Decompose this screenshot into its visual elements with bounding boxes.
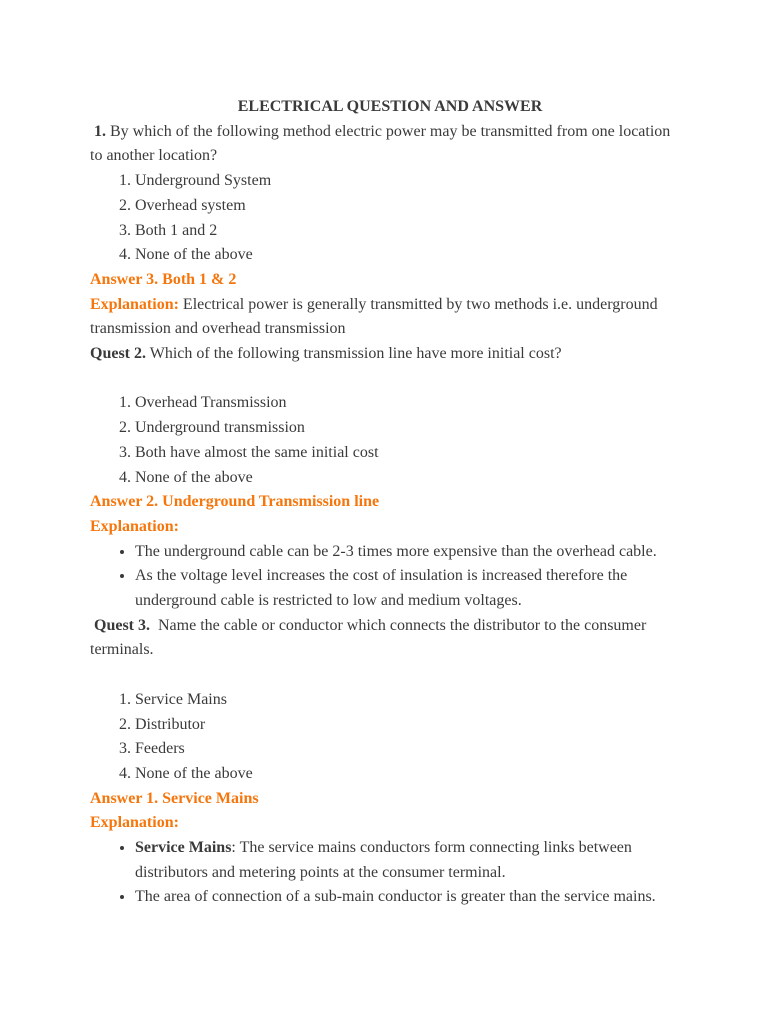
bullet-text: : The service mains conductors form connecting links between distributors and metering points at the consumer terminal. xyxy=(135,839,632,881)
explanation-bullet: • As the voltage level increases the cost of insulation is increased therefore the underground cable is restricted to low and medium voltages. xyxy=(135,564,680,613)
question-2-option: 2. Underground transmission xyxy=(135,416,680,441)
spacer xyxy=(90,367,680,392)
question-1-explanation xyxy=(90,293,680,342)
question-1-text: By which of the following method electric power may be transmitted from one location to another location? xyxy=(90,122,671,165)
explanation-label: Explanation: xyxy=(90,295,179,313)
explanation-bullet xyxy=(135,836,680,885)
question-2 xyxy=(90,342,680,367)
question-2-option: 4. None of the above xyxy=(135,466,680,491)
question-3-option: 3. Feeders xyxy=(135,737,680,762)
question-2-options xyxy=(90,391,680,490)
question-3 xyxy=(90,614,680,663)
question-3-label: Quest 3. xyxy=(94,616,150,634)
question-1-option: 1. Underground System xyxy=(135,169,680,194)
document-title: ELECTRICAL QUESTION AND ANSWER xyxy=(237,98,543,115)
question-1-option: 4. None of the above xyxy=(135,243,680,268)
spacer xyxy=(90,663,680,688)
question-3-options xyxy=(90,688,680,787)
question-3-explanation-label: Explanation: xyxy=(90,814,179,832)
question-2-option: 1. Overhead Transmission xyxy=(135,391,680,416)
question-2-explanation-label: Explanation: xyxy=(90,517,179,535)
question-1 xyxy=(90,120,680,169)
question-3-text: Name the cable or conductor which connects the distributor to the consumer terminals. xyxy=(90,616,647,659)
question-2-option: 3. Both have almost the same initial cost xyxy=(135,441,680,466)
question-2-text: Which of the following transmission line have more initial cost? xyxy=(149,345,562,363)
explanation-text: Electrical power is generally transmitted by two methods i.e. underground transmission and overhead transmission xyxy=(90,295,658,338)
question-1-option: 3. Both 1 and 2 xyxy=(135,219,680,244)
question-1-answer: Answer 3. Both 1 & 2 xyxy=(90,270,237,288)
question-1-label: 1. xyxy=(94,122,106,140)
question-1-option: 2. Overhead system xyxy=(135,194,680,219)
explanation-bullet: • The area of connection of a sub-main conductor is greater than the service mains. xyxy=(135,885,680,910)
question-3-explanation-list xyxy=(90,836,680,910)
question-2-explanation-list xyxy=(90,540,680,614)
question-3-answer: Answer 1. Service Mains xyxy=(90,789,259,807)
document-content xyxy=(90,95,680,910)
question-3-option: 1. Service Mains xyxy=(135,688,680,713)
question-3-option: 4. None of the above xyxy=(135,762,680,787)
question-1-options xyxy=(90,169,680,268)
explanation-bullet: • The underground cable can be 2-3 times more expensive than the overhead cable. xyxy=(135,540,680,565)
question-3-option: 2. Distributor xyxy=(135,713,680,738)
question-2-answer: Answer 2. Underground Transmission line xyxy=(90,493,380,511)
bullet-term: Service Mains xyxy=(135,839,232,857)
question-2-label: Quest 2. xyxy=(90,345,146,363)
